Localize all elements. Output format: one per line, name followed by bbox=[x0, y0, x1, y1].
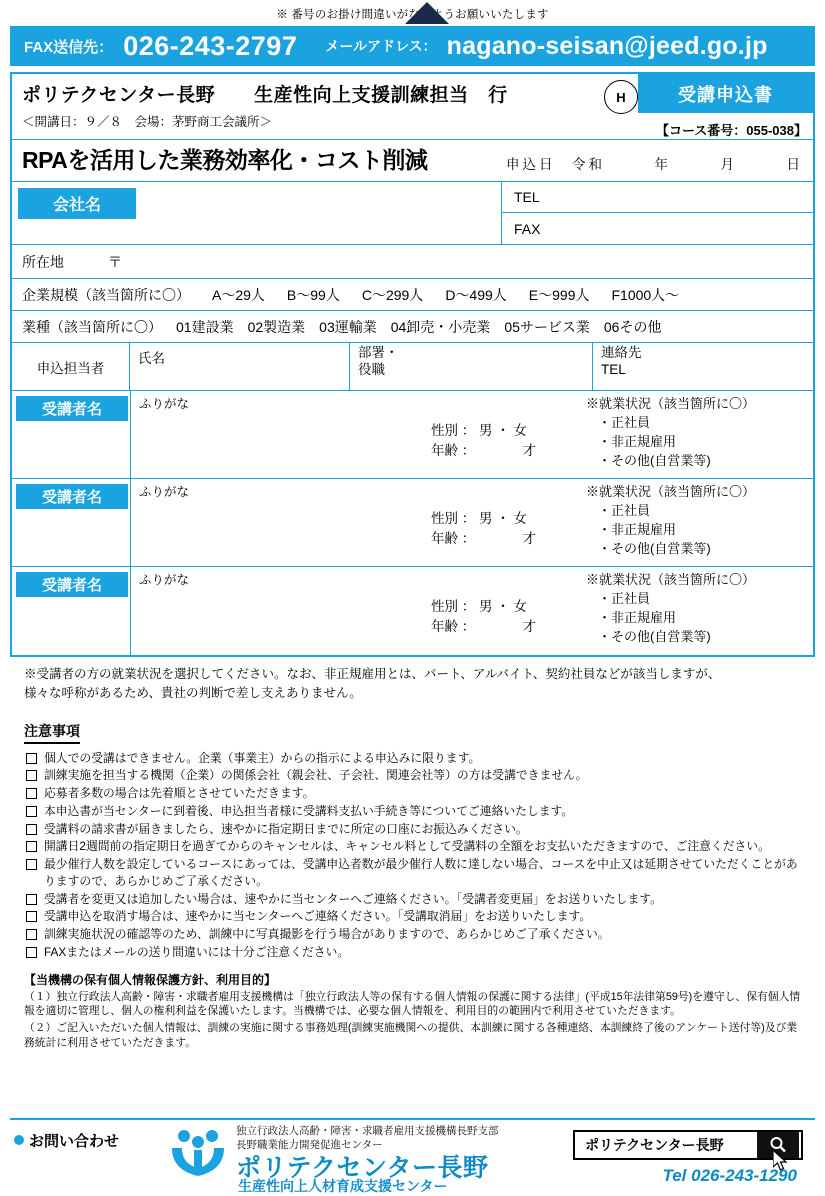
postal-mark: 〒 bbox=[108, 253, 122, 270]
fax-number: 026-243-2797 bbox=[123, 30, 298, 61]
form-header-right bbox=[638, 74, 813, 139]
participant-label-cell-2 bbox=[12, 479, 130, 566]
caution-item: 受講料の請求書が届きましたら、速やかに指定期日までに所定の口座にお振込みください。 bbox=[24, 821, 807, 838]
footer bbox=[0, 1110, 825, 1192]
contact-label bbox=[14, 1130, 119, 1151]
address-label: 所在地 bbox=[22, 253, 64, 270]
scale-option-a[interactable]: A～29人 bbox=[212, 286, 265, 303]
mail-address: nagano-seisan@jeed.go.jp bbox=[446, 31, 768, 60]
form-header-left bbox=[12, 74, 604, 139]
privacy-heading: 【当機構の保有個人情報保護方針、利用目的】 bbox=[24, 972, 277, 987]
form-type-badge: 受講申込書 bbox=[638, 74, 813, 113]
caution-item: 訓練実施を担当する機関（企業）の関係会社（親会社、子会社、関連会社等）の方は受講できません。 bbox=[24, 767, 807, 784]
company-contact-cell bbox=[502, 182, 813, 244]
caution-item: FAXまたはメールの送り間違いには十分ご注意ください。 bbox=[24, 944, 807, 961]
caution-item: 訓練実施状況の確認等のため、訓練中に写真撮影を行う場合がありますので、あらかじめご了承ください。 bbox=[24, 926, 807, 943]
participant-status-2 bbox=[586, 483, 755, 558]
charge-name-label: 氏名 bbox=[138, 351, 165, 366]
privacy-body bbox=[10, 990, 815, 1052]
participant-status-opt-3-3[interactable]: ・その他(自営業等) bbox=[598, 628, 711, 644]
participant-age-1[interactable]: 年齢 ： 才 bbox=[431, 443, 537, 459]
participant-age-2[interactable]: 年齢 ： 才 bbox=[431, 531, 537, 547]
cautions-list bbox=[10, 750, 815, 961]
participant-sex-3[interactable]: 性別 ： 男 ・ 女 bbox=[431, 599, 528, 614]
participant-label-1: 受講者名 bbox=[16, 396, 128, 421]
participant-sex-age-2[interactable] bbox=[431, 509, 536, 550]
participant-body-1[interactable] bbox=[130, 391, 813, 478]
mail-label: メールアドレス： bbox=[325, 38, 437, 54]
participant-label-3: 受講者名 bbox=[16, 572, 128, 597]
cautions-heading: 注意事項 bbox=[24, 721, 80, 744]
participant-sex-age-3[interactable] bbox=[431, 597, 536, 638]
bullet-dot-icon bbox=[14, 1135, 24, 1145]
industry-option-02[interactable]: 02製造業 bbox=[247, 318, 306, 335]
caution-item: 応募者多数の場合は先着順とさせていただきます。 bbox=[24, 785, 807, 802]
top-note-text: ※ 番号のお掛け間違いがないようお願いいたします bbox=[276, 9, 549, 21]
top-note bbox=[10, 0, 815, 24]
participant-body-3[interactable] bbox=[130, 567, 813, 655]
charge-contact-label-2: TEL bbox=[601, 361, 626, 377]
participant-status-opt-3-2[interactable]: ・非正規雇用 bbox=[598, 609, 677, 625]
privacy-paragraph: （１）独立行政法人高齢・障害・求職者雇用支援機構は「独立行政法人等の保有する個人情報の保護に関する法律」(平成15年法律第59号)を遵守し、保有個人情報を適切に管理し、個人の権利利益を保護いたします。当機構では、必要な個人情報を、利用目的の範囲内で利用させていただきます。 bbox=[24, 990, 801, 1018]
participant-status-opt-2-3[interactable]: ・その他(自営業等) bbox=[598, 540, 711, 556]
participant-status-opt-2-1[interactable]: ・正社員 bbox=[598, 502, 651, 518]
charge-person-row bbox=[12, 343, 813, 391]
scale-option-b[interactable]: B～99人 bbox=[286, 286, 340, 303]
industry-row bbox=[12, 311, 813, 343]
charge-dept-label-1: 部署・ bbox=[358, 345, 399, 360]
participant-sex-1[interactable]: 性別 ： 男 ・ 女 bbox=[431, 423, 528, 438]
caution-item: 個人での受講はできません。企業（事業主）からの指示による申込みに限ります。 bbox=[24, 750, 807, 767]
participant-row-2 bbox=[12, 479, 813, 567]
company-tel-field[interactable] bbox=[502, 182, 813, 213]
footer-divider bbox=[10, 1118, 815, 1120]
company-scale-label: 企業規模（該当箇所に〇） bbox=[22, 286, 190, 303]
participant-status-title-1: ※就業状況（該当箇所に〇） bbox=[586, 396, 756, 411]
company-scale-row bbox=[12, 279, 813, 311]
industry-option-05[interactable]: 05サービス業 bbox=[504, 318, 590, 335]
form-schedule: ＜開講日：９／８ 会場：茅野商工会議所＞ bbox=[22, 115, 273, 129]
application-form bbox=[10, 72, 815, 657]
participant-status-opt-1-1[interactable]: ・正社員 bbox=[598, 414, 651, 430]
jeed-logo-icon bbox=[168, 1126, 228, 1178]
address-row[interactable] bbox=[12, 245, 813, 279]
participant-furigana-2: ふりがな bbox=[139, 485, 190, 499]
participant-label-cell-1 bbox=[12, 391, 130, 478]
charge-person-label: 申込担当者 bbox=[12, 343, 130, 390]
participant-status-opt-1-3[interactable]: ・その他(自営業等) bbox=[598, 452, 711, 468]
participant-status-title-3: ※就業状況（該当箇所に〇） bbox=[586, 572, 756, 587]
form-addressee: ポリテクセンター長野 生産性向上支援訓練担当 行 bbox=[22, 85, 508, 106]
charge-contact-label-1: 連絡先 bbox=[601, 345, 642, 360]
participant-age-3[interactable]: 年齢 ： 才 bbox=[431, 619, 537, 635]
participant-body-2[interactable] bbox=[130, 479, 813, 566]
caution-item: 受講者を変更又は追加したい場合は、速やかに当センターへご連絡ください。「受講者変更届」をお送りいたします。 bbox=[24, 891, 807, 908]
company-tel-label: TEL bbox=[514, 189, 540, 205]
participant-status-1 bbox=[586, 395, 755, 470]
form-header-row bbox=[12, 74, 813, 140]
course-title-row bbox=[12, 140, 813, 182]
participant-furigana-1: ふりがな bbox=[139, 397, 190, 411]
industry-option-01[interactable]: 01建設業 bbox=[176, 318, 234, 335]
scale-option-e[interactable]: E～999人 bbox=[528, 286, 590, 303]
center-subname: 生産性向上人材育成支援センター bbox=[238, 1178, 448, 1194]
participant-status-opt-3-1[interactable]: ・正社員 bbox=[598, 590, 651, 606]
organization-line-2: 長野職業能力開発促進センター bbox=[236, 1139, 383, 1152]
company-row bbox=[12, 182, 813, 245]
scale-option-c[interactable]: C～299人 bbox=[361, 286, 424, 303]
caution-item: 開講日2週間前の指定期日を過ぎてからのキャンセルは、キャンセル料として受講料の全額をお支払いただきますので、ご注意ください。 bbox=[24, 838, 807, 855]
company-fax-label: FAX bbox=[514, 220, 541, 237]
participant-sex-2[interactable]: 性別 ： 男 ・ 女 bbox=[431, 511, 528, 526]
center-name: ポリテクセンター長野 bbox=[236, 1154, 489, 1182]
charge-name-field[interactable] bbox=[130, 343, 350, 390]
participant-status-title-2: ※就業状況（該当箇所に〇） bbox=[586, 484, 756, 499]
participant-sex-age-1[interactable] bbox=[431, 421, 536, 462]
caution-item: 最少催行人数を設定しているコースにあっては、受講申込者数が最少催行人数に達しない場合、コースを中止又は延期させていただくことがありますので、あらかじめご了承ください。 bbox=[24, 856, 807, 890]
industry-option-03[interactable]: 03運輸業 bbox=[319, 318, 377, 335]
participant-status-opt-1-2[interactable]: ・非正規雇用 bbox=[598, 433, 677, 449]
participant-furigana-3: ふりがな bbox=[139, 573, 190, 587]
course-title: RPAを活用した業務効率化・コスト削減 bbox=[22, 147, 428, 173]
charge-contact-field[interactable] bbox=[593, 343, 813, 390]
industry-label: 業種（該当箇所に〇） bbox=[22, 318, 162, 335]
fax-label: FAX送信先： bbox=[24, 38, 114, 56]
stamp-circle-h: H bbox=[604, 80, 638, 114]
apply-date-field[interactable]: 申込日 令和 年 月 日 bbox=[506, 157, 803, 172]
scale-option-d[interactable]: D～499人 bbox=[445, 286, 507, 303]
participant-status-3 bbox=[586, 571, 755, 646]
contact-label-text: お問い合わせ bbox=[29, 1133, 120, 1150]
industry-option-04[interactable]: 04卸売・小売業 bbox=[390, 318, 491, 335]
participant-label-2: 受講者名 bbox=[16, 484, 128, 509]
fax-contact-bar bbox=[10, 26, 815, 66]
organization-line-1: 独立行政法人高齢・障害・求職者雇用支援機構長野支部 bbox=[236, 1125, 499, 1137]
scale-option-f[interactable]: F1000人～ bbox=[611, 286, 680, 303]
course-number: 【コース番号：055-038】 bbox=[655, 123, 807, 138]
company-name-label: 会社名 bbox=[18, 188, 136, 219]
participant-status-opt-2-2[interactable]: ・非正規雇用 bbox=[598, 521, 677, 537]
participant-row-1 bbox=[12, 391, 813, 479]
industry-option-06[interactable]: 06その他 bbox=[603, 318, 662, 335]
company-name-cell[interactable] bbox=[12, 182, 502, 244]
privacy-paragraph: （２）ご記入いただいた個人情報は、訓練の実施に関する事務処理(訓練実施機関への提供、本訓練に関する各種連絡、本訓練終了後のアンケート送付等)及び業務統計に利用させていただきます。 bbox=[24, 1022, 798, 1050]
participant-label-cell-3 bbox=[12, 567, 130, 655]
charge-dept-field[interactable] bbox=[350, 343, 593, 390]
search-input[interactable]: ポリテクセンター長野 bbox=[585, 1137, 724, 1153]
caution-item: 本申込書が当センターに到着後、申込担当者様に受講料支払い手続き等についてご連絡いたします。 bbox=[24, 803, 807, 820]
participant-row-3 bbox=[12, 567, 813, 655]
caution-item: 受講申込を取消す場合は、速やかに当センターへご連絡ください。「受講取消届」をお送りいたします。 bbox=[24, 908, 807, 925]
triangle-decoration bbox=[405, 2, 449, 24]
employment-status-note: ※受講者の方の就業状況を選択してください。なお、非正規雇用とは、パート、アルバイト、契約社員などが該当しますが、 様々な呼称があるため、貴社の判断で差し支えありません。 bbox=[24, 667, 721, 700]
charge-dept-label-2: 役職 bbox=[358, 361, 385, 377]
company-fax-field[interactable] bbox=[502, 213, 813, 244]
footer-telephone: Tel 026-243-1290 bbox=[662, 1166, 797, 1185]
search-box[interactable] bbox=[573, 1130, 803, 1160]
